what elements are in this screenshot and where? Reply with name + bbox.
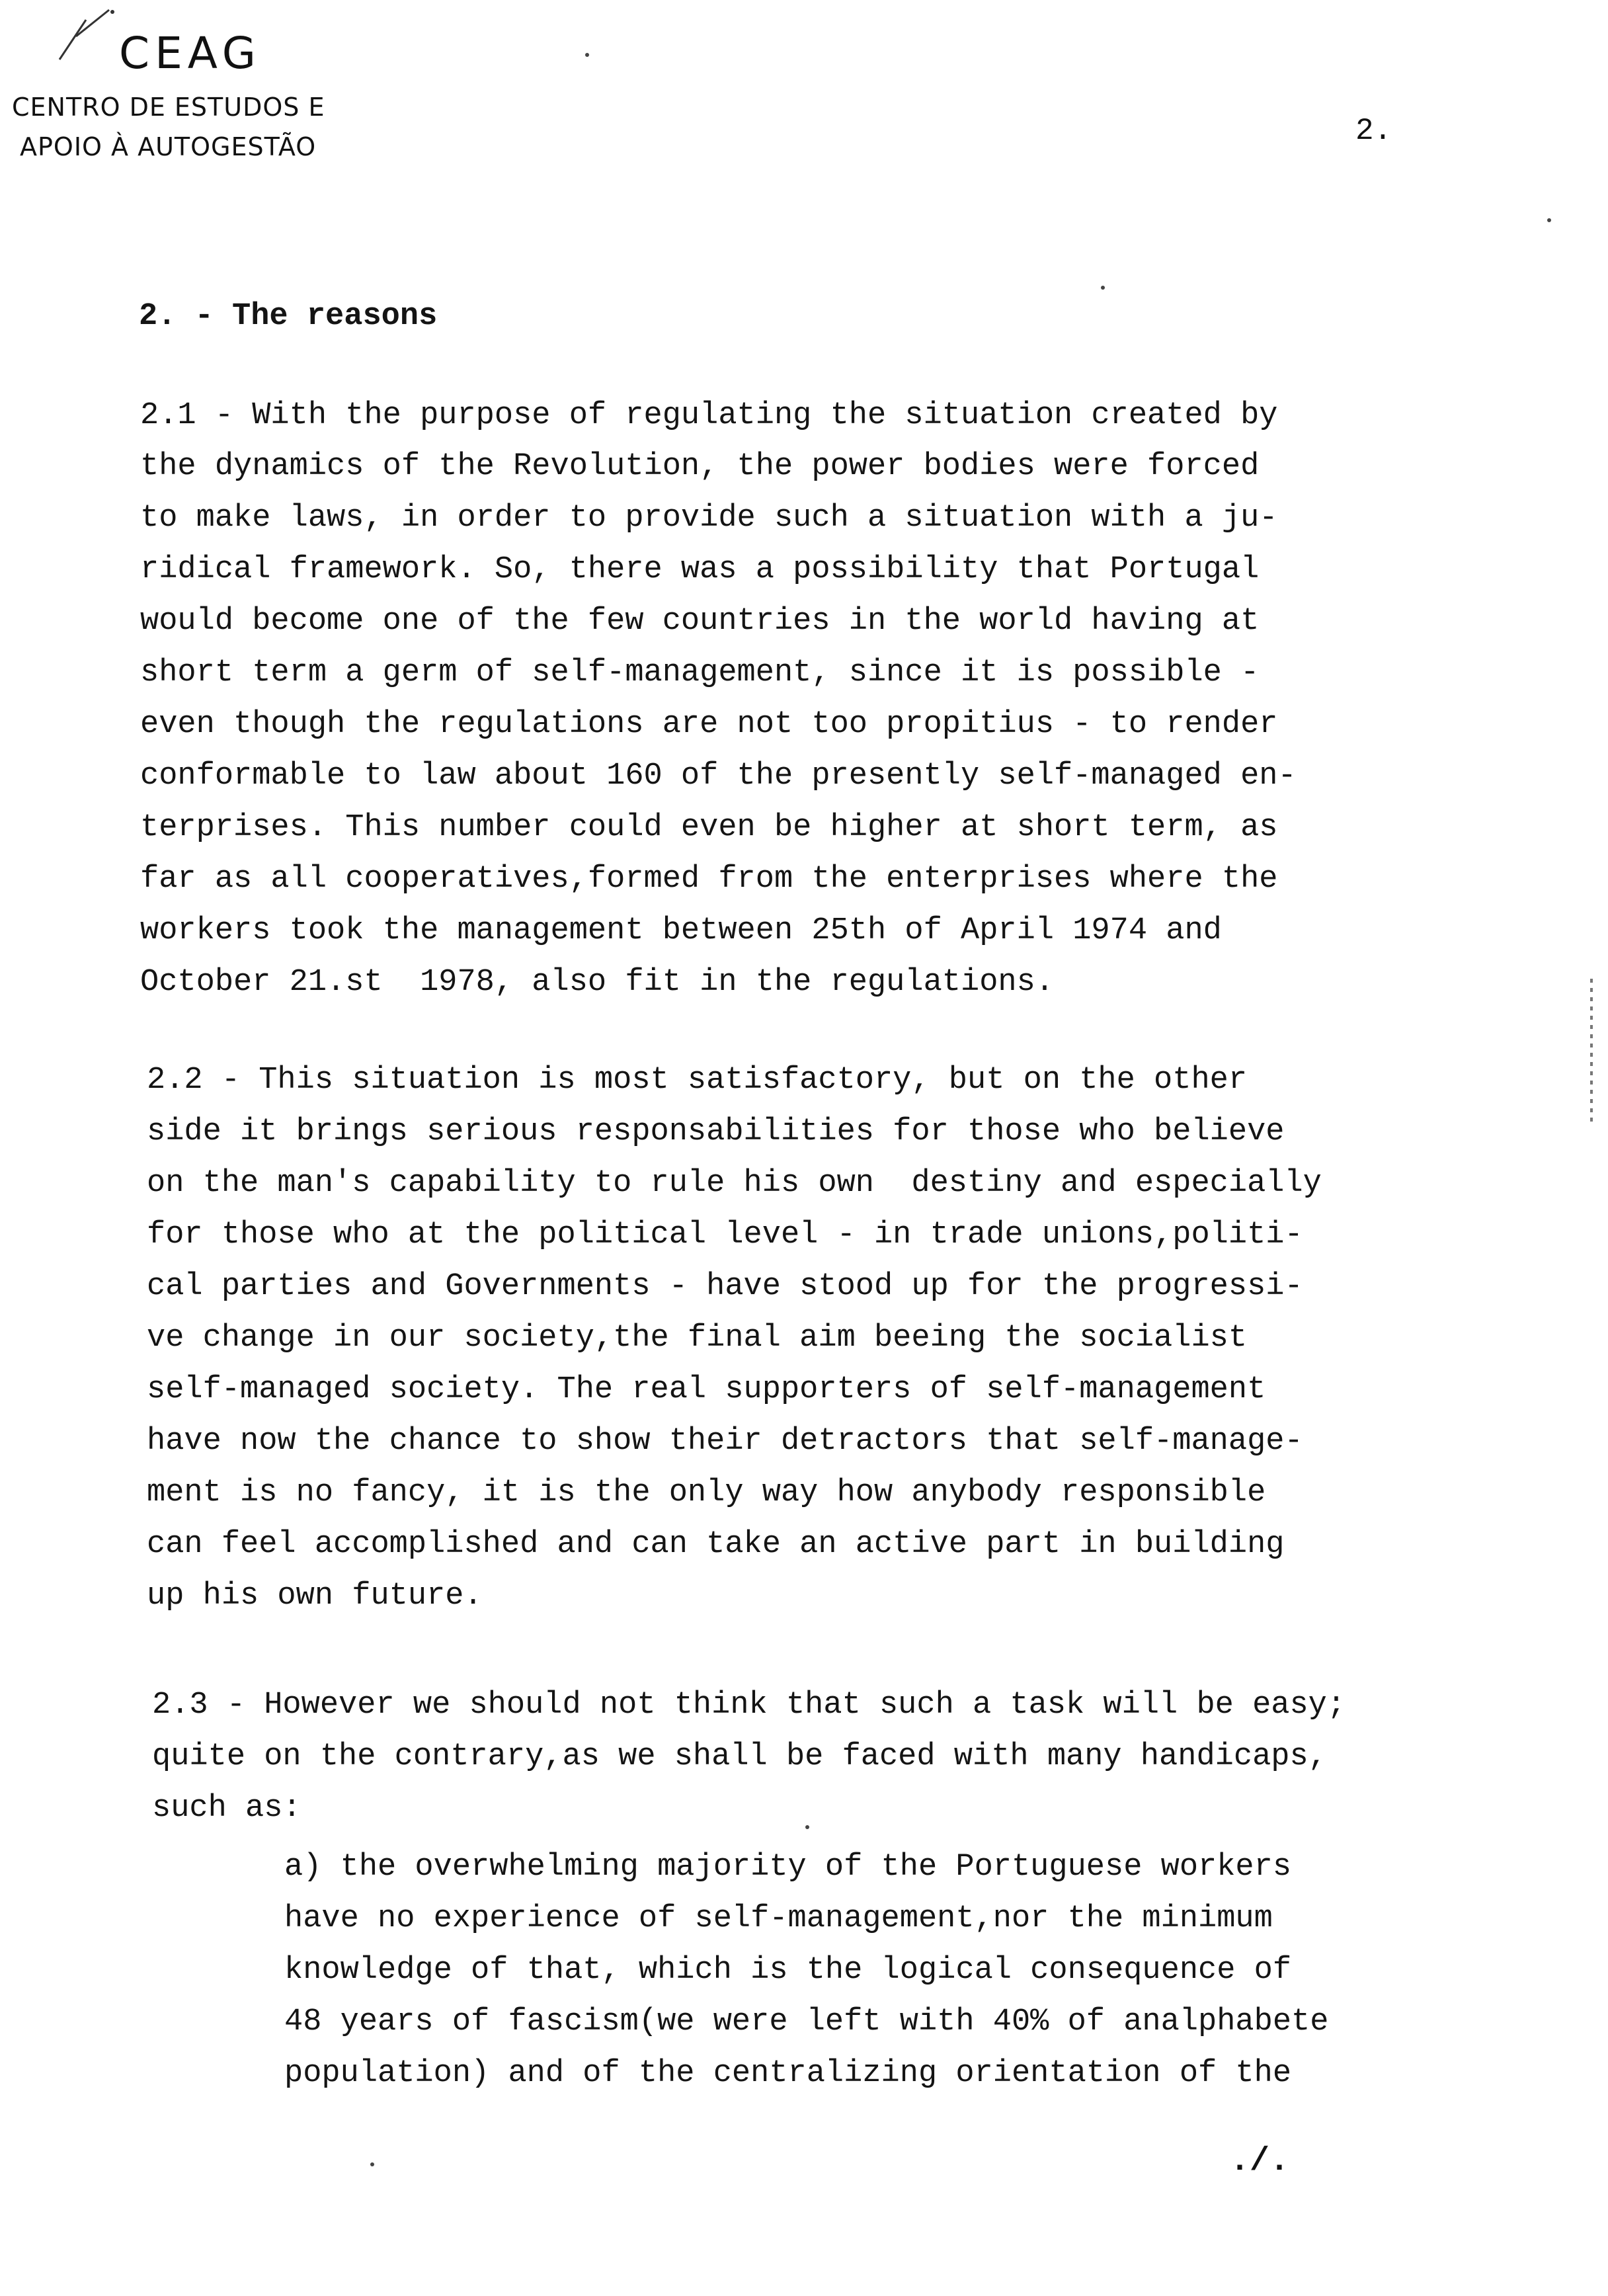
paragraph-line: conformable to law about 160 of the presently self-managed en- [140, 758, 1297, 794]
scan-speck [370, 2162, 374, 2166]
section-heading: 2. - The reasons [139, 299, 438, 334]
paragraph-line: on the man's capability to rule his own destiny and especially [147, 1166, 1322, 1201]
page-number: 2. [1355, 114, 1392, 148]
organization-name-line-2: APOIO À AUTOGESTÃO [20, 132, 317, 161]
list-item-line: knowledge of that, which is the logical consequence of [284, 1953, 1292, 1988]
paragraph-line: would become one of the few countries in the world having at [140, 604, 1260, 639]
paragraph-line: ridical framework. So, there was a possibility that Portugal [140, 552, 1260, 587]
scan-speck [805, 1825, 809, 1829]
paragraph-line: ment is no fancy, it is the only way how anybody responsible [147, 1475, 1266, 1510]
scan-speck [585, 53, 589, 57]
scan-speck [1101, 286, 1105, 290]
paragraph-line: October 21.st 1978, also fit in the regulations. [140, 965, 1055, 1000]
list-item-line: 48 years of fascism(we were left with 40% of analphabete [284, 2004, 1329, 2039]
paragraph-line: for those who at the political level - in trade unions,politi- [147, 1217, 1303, 1252]
paragraph-line: have now the chance to show their detractors that self-manage- [147, 1424, 1303, 1459]
paragraph-line: ve change in our society,the final aim beeing the socialist [147, 1321, 1248, 1356]
list-item-line: population) and of the centralizing orientation of the [284, 2056, 1292, 2091]
paragraph-line: side it brings serious responsabilities for those who believe [147, 1114, 1285, 1149]
paragraph-line: workers took the management between 25th of April 1974 and [140, 913, 1222, 948]
paragraph-line: such as: [152, 1791, 302, 1826]
paragraph-line: cal parties and Governments - have stood up for the progressi- [147, 1269, 1303, 1304]
scan-speck [1547, 218, 1551, 222]
paragraph-line: can feel accomplished and can take an active part in building [147, 1527, 1285, 1562]
paragraph-line: short term a germ of self-management, since it is possible - [140, 655, 1260, 690]
list-item-line: a) the overwhelming majority of the Portuguese workers [284, 1850, 1292, 1885]
paragraph-line: up his own future. [147, 1578, 483, 1614]
organization-name-line-1: CENTRO DE ESTUDOS E [12, 93, 325, 122]
list-item-line: have no experience of self-management,nor the minimum [284, 1901, 1273, 1936]
paragraph-line: 2.2 - This situation is most satisfactory, but on the other [147, 1063, 1248, 1098]
continuation-mark: ./. [1230, 2143, 1290, 2180]
paragraph-line: far as all cooperatives,formed from the enterprises where the [140, 862, 1278, 897]
scan-margin-marks [1590, 979, 1593, 1124]
organization-acronym: CEAG [119, 28, 261, 79]
paragraph-line: to make laws, in order to provide such a situation with a ju- [140, 501, 1278, 536]
paragraph-line: even though the regulations are not too propitius - to render [140, 707, 1278, 742]
paragraph-line: the dynamics of the Revolution, the power bodies were forced [140, 449, 1260, 484]
paragraph-line: quite on the contrary,as we shall be faced with many handicaps, [152, 1739, 1327, 1774]
paragraph-line: terprises. This number could even be higher at short term, as [140, 810, 1278, 845]
paragraph-line: 2.1 - With the purpose of regulating the situation created by [140, 398, 1278, 433]
paragraph-line: self-managed society. The real supporters of self-management [147, 1372, 1266, 1407]
paragraph-line: 2.3 - However we should not think that such a task will be easy; [152, 1688, 1346, 1723]
